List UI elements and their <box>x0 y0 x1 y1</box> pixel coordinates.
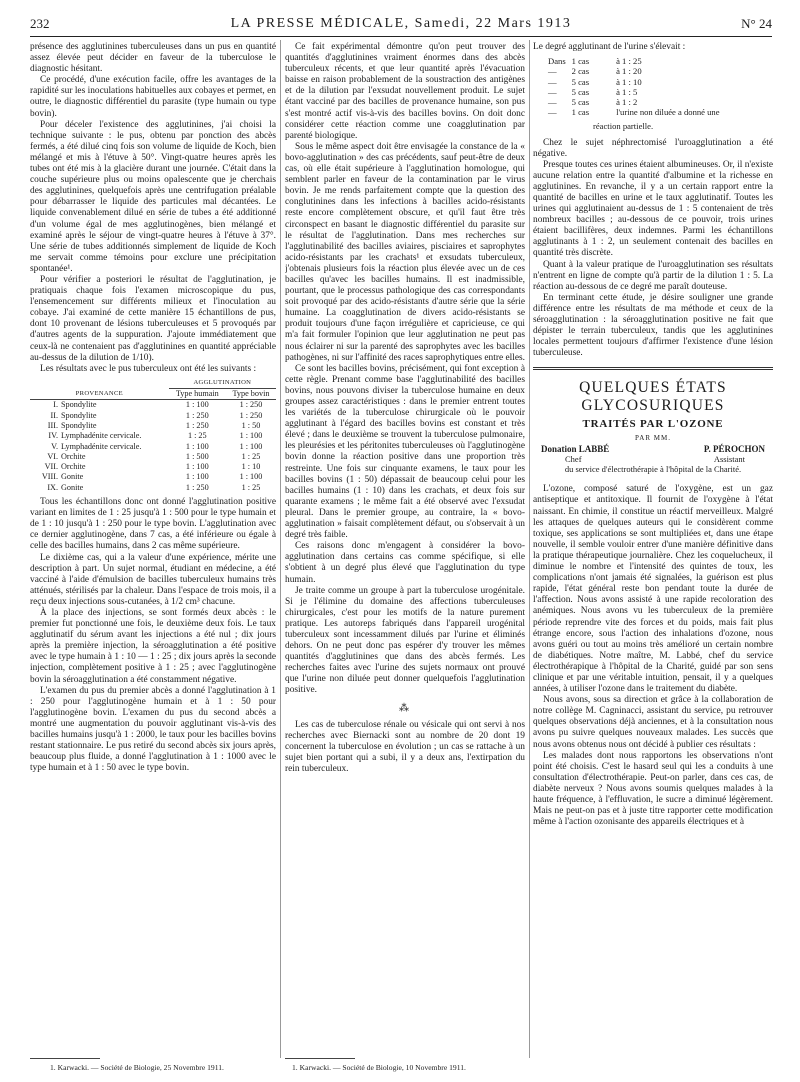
paragraph: Presque toutes ces urines étaient albumineuses. Or, il n'existe aucune relation entre la quantité d'albumine et la richesse en agglutinines. En revanche, il y a un certain rapport entre la quantité de bacilles en urine et le taux agglutinatif. Toutes les urines qui agglutinaient au-dessus de 1 : 5 contenaient de très nombreux bacilles ; au-dessous de ce pouvoir, trois urines étaient bacillifères, deux indemnes. Parmi les échantillons agglutinants à 1 : 2, un seulement contenait des bacilles en quantité très discrète. <box>533 159 773 259</box>
paragraph: Pour vérifier a posteriori le résultat de l'agglutination, je pratiquais chaque fois l'examen microscopique du pus, l'ensemencement sur différents milieux et l'inoculation au cobaye. J'ai examiné de cette manière 15 échantillons de pus, dont 10 provenant de lésions tuberculeuses et 5 provoqués par d'autres agents de la suppuration. J'ajoute immédiatement que ceux-là ne contenaient pas d'agglutinines en quantité appréciable au-dessus de la dilution de 1/10). <box>30 274 276 363</box>
cell-human: 1 : 100 <box>185 472 209 482</box>
list-item <box>545 87 723 97</box>
row-label: Orchite <box>61 451 86 461</box>
column-left <box>30 42 276 1044</box>
paragraph: Ce procédé, d'une exécution facile, offre les avantages de la rapidité sur les inoculations habituelles aux cobayes et permet, en outre, le diagnostic différentiel du parasite (type humain ou type bovin). <box>30 75 276 119</box>
cell-human: 1 : 100 <box>185 441 209 451</box>
header-rule <box>30 36 772 37</box>
row-provenance <box>30 442 169 452</box>
row-number: VIII. <box>41 472 58 482</box>
row-provenance <box>30 421 169 431</box>
row-number: IV. <box>48 431 58 441</box>
row-number: V. <box>51 441 58 451</box>
column-header-bovine: Type bovin <box>226 389 276 400</box>
row-label: Spondylite <box>61 400 97 410</box>
cell-human: 1 : 250 <box>185 482 209 492</box>
list-item <box>545 77 723 87</box>
row-number: I. <box>53 400 58 410</box>
urine-count: 1 cas <box>571 107 590 118</box>
row-provenance <box>30 452 169 462</box>
footnote: 1. Karwacki. — Société de Biologie, 10 Novembre 1911. <box>292 1063 466 1072</box>
urine-prefix: — <box>548 107 557 118</box>
column-right <box>533 42 773 1044</box>
cell-bovine: 1 : 10 <box>241 462 261 472</box>
row-provenance <box>30 431 169 441</box>
paragraph: présence des agglutinines tuberculeuses dans un pus en quantité assez élevée peut décider en faveur de la tuberculose le diagnostic hésitant. <box>30 42 276 75</box>
journal-title: LA PRESSE MÉDICALE, Samedi, 22 Mars 1913 <box>230 16 572 31</box>
table-row <box>30 421 276 431</box>
row-provenance <box>30 462 169 472</box>
row-number: VI. <box>47 451 58 461</box>
author-name: Donation LABBÉ <box>541 444 610 455</box>
table-row <box>30 400 276 411</box>
urine-result: à 1 : 20 <box>616 66 642 77</box>
table-row <box>30 442 276 452</box>
cell-bovine: 1 : 25 <box>241 451 261 461</box>
row-label: Gonite <box>61 472 84 482</box>
row-provenance <box>30 400 169 411</box>
paragraph: Ces raisons donc m'engagent à considérer la bovo-agglutination dans certains cas comme spécifique, si elle s'obtient à un degré plus élevé que l'agglutination du type humain. <box>285 541 525 585</box>
urine-prefix: — <box>548 96 557 107</box>
urine-prefix: — <box>548 86 557 97</box>
urine-result: à 1 : 2 <box>616 96 638 107</box>
list-item <box>545 97 723 107</box>
row-label: Spondylite <box>61 410 97 420</box>
column-middle <box>285 42 525 1044</box>
cell-human: 1 : 100 <box>169 400 226 411</box>
row-label: Gonite <box>61 482 84 492</box>
footnote-rule <box>285 1058 355 1059</box>
row-number: VII. <box>44 462 58 472</box>
urine-agglutination-list <box>545 56 723 117</box>
cell-bovine: 1 : 100 <box>239 441 263 451</box>
byline-par: PAR MM. <box>635 434 671 443</box>
issue-number: N° 24 <box>741 16 772 31</box>
column-header-human: Type humain <box>169 389 226 400</box>
paragraph: Les malades dont nous rapportons les observations n'ont point été choisis. C'est le hasard seul qui les a conduits à une consultation d'électrothérapie. Peut-on parler, dans ces cas, de diabète nerveux ? Nous avons soumis quelques malades à la haute fréquence, à l'effluvation, le sucre a diminué légèrement. Mais ne peut-on pas et à juste titre rapporter cette modification même à l'action ozonisante des appareils électriques et à <box>533 750 773 828</box>
column-header-provenance: PROVENANCE <box>30 389 169 400</box>
paragraph: Les résultats avec le pus tuberculeux ont été les suivants : <box>40 363 257 374</box>
urine-prefix: — <box>548 66 557 77</box>
row-number: III. <box>47 421 58 430</box>
author-role: Chef <box>565 454 582 465</box>
article-title: QUELQUES ÉTATS GLYCOSURIQUES <box>579 379 727 415</box>
list-item <box>545 66 723 76</box>
paragraph: Ce sont les bacilles bovins, précisément, qui font exception à cette règle. Prenant comme base l'agglutinabilité des bacilles bovins, nous pouvons diviser la tuberculose humaine en deux groupes assez caractéristiques : dans le premier entrent toutes les variétés de la tuberculose chirurgicale où le pouvoir agglutinant à l'égard des bacilles bovins est constant et très élevé ; dans le deuxième se trouvent la tuberculose pulmonaire, les pleurésies et les péritonites tuberculeuses où l'agglutinogène bovin donne la réaction positive dans une proportion très restreinte. Une fois sur cinquante examens, le taux pour les bacilles bovins (1 : 50) dépassait de beaucoup celui pour les bacilles humains (1 : 10) dans les crachats, et deux fois sur quarante examens ; le même fait a été observé avec l'exsudat pleural. Dans le premier groupe, au contraire, la « bovo-agglutination » faisait complètement défaut, ou s'observait à un degré très faible. <box>285 363 525 541</box>
footnote-rule <box>30 1058 100 1059</box>
cell-human: 1 : 25 <box>187 431 207 441</box>
author-affiliation: du service d'électrothérapie à l'hôpital de la Charité. <box>564 464 742 475</box>
paragraph: Je traite comme un groupe à part la tuberculose urogénitale. Si je l'élimine du domaine des affections tuberculeuses chirurgicales, c'est pour les motifs de la nature purement pratique. Les autoreps fabriqués dans l'appareil urogénital tuberculeux sont incessamment dilués par l'urine et éliminés dehors. On ne peut donc pas espérer d'y trouver les mêmes quantités d'agglutinines que dans des abcès fermés. Les recherches faites avec l'urine des sujets normaux ont prouvé que l'urine non diluée peut donner quelquefois l'agglutination positive. <box>285 585 525 696</box>
cell-human: 1 : 500 <box>185 451 209 461</box>
urine-result: à 1 : 25 <box>616 56 642 67</box>
urine-count: 2 cas <box>571 66 590 77</box>
cell-bovine: 1 : 50 <box>241 421 261 430</box>
table-row <box>30 462 276 472</box>
agglutination-table <box>30 378 276 493</box>
urine-count: 5 cas <box>571 76 590 87</box>
page-header <box>30 16 772 36</box>
table-group-header: AGGLUTINATION <box>169 378 276 389</box>
paragraph: L'examen du pus du premier abcès a donné l'agglutination à 1 : 250 pour l'agglutinogène humain et à 1 : 50 pour l'agglutinogène bovin. L'examen du pus du second abcès a montré une augmentation du pouvoir agglutinant vis-à-vis des bacilles humains jusqu'à 1 : 2000, le taux pour les bacilles bovins restant stationnaire. Le pus retiré du second abcès six jours après, beaucoup plus fluide, a donné l'agglutination à 1 : 1000 avec le type humain et à 1 : 50 avec le type bovin. <box>30 685 276 774</box>
row-provenance <box>30 472 169 482</box>
table-row <box>30 483 276 493</box>
cell-bovine: 1 : 25 <box>241 482 261 492</box>
cell-bovine: 1 : 250 <box>239 410 263 420</box>
urine-note: réaction partielle. <box>593 121 654 132</box>
list-item <box>545 56 723 66</box>
urine-prefix: — <box>548 76 557 87</box>
table-row <box>30 431 276 441</box>
urine-count: 5 cas <box>571 86 590 97</box>
paragraph: Le dixième cas, qui a la valeur d'une expérience, mérite une description à part. Un sujet normal, étudiant en médecine, a été vacciné à l'aide d'émulsion de bacilles tuberculeux humains très atténués, stérilisés par la chaleur. Dans l'espace de trois mois, il a reçu deux injections sous-cutanées, à 1/2 cm³ chacune. <box>30 552 276 607</box>
cell-bovine: 1 : 100 <box>239 431 263 441</box>
cell-bovine: 1 : 100 <box>239 472 263 482</box>
row-number: II. <box>50 410 58 420</box>
paragraph: Tous les échantillons donc ont donné l'agglutination positive variant en limites de 1 : 25 jusqu'à 1 : 500 pour le type humain et de 1 : 10 jusqu'à 1 : 250 pour le type bovin. L'agglutination avec ce dernier agglutinogène, dans 7 cas, a été inférieure ou égale à celle des bacilles humains, dans 2 cas même supérieure. <box>30 497 276 552</box>
paragraph: À la place des injections, se sont formés deux abcès : le premier fut ponctionné une fois, le deuxième deux fois. Le taux agglutinatif du sérum avant les injections a été nul ; dix jours après la première injection, la séroagglutination a été positive avec le type humain à 1 : 10 — 1 : 25 ; dix jours après la seconde injection, complètement positive à 1 : 25 ; avec l'agglutinogène bovin la séroagglutination a été constamment négative. <box>30 608 276 685</box>
article-subtitle: TRAITÉS PAR L'OZONE <box>582 418 724 431</box>
row-label: Lymphadénite cervicale. <box>61 431 142 441</box>
urine-count: 1 cas <box>571 56 590 67</box>
paragraph: Ce fait expérimental démontre qu'on peut trouver des quantités d'agglutinines vraiment énormes dans des abcès tuberculeux récents, et que leur quantité après l'évacuation baisse en raison probablement de la soustraction des antigènes et de la dilution par l'exsudat nouvellement produit. Le sujet étant vacciné par des bacilles de provenance humaine, son pus s'est montré actif vis-à-vis des bacilles bovins. On doit donc considérer cette réaction comme une coagglutination par parenté biologique. <box>285 42 525 141</box>
table-row <box>30 411 276 421</box>
footnote: 1. Karwacki. — Société de Biologie, 25 Novembre 1911. <box>50 1063 224 1072</box>
paragraph: En terminant cette étude, je désire souligner une grande différence entre les résultats de ma méthode et ceux de la séroagglutination : la séroagglutination positive ne fait que dépister le terrain tuberculeux, tandis que les agglutinines locales permettent toujours d'affirmer l'existence d'une lésion tuberculeuse. <box>533 292 773 359</box>
row-label: Lymphadénite cervicale. <box>61 441 142 451</box>
cell-human: 1 : 250 <box>185 421 209 430</box>
section-asterism: ⁂ <box>399 702 411 714</box>
paragraph: Les cas de tuberculose rénale ou vésicale qui ont servi à nos recherches avec Biernacki sont au nombre de 20 dont 19 concernent la tuberculose en évolution ; un cas se rattache à un sujet bien portant qui a subi, il y a deux ans, l'extirpation du rein tuberculeux. <box>285 719 525 774</box>
paragraph: Quant à la valeur pratique de l'uroagglutination ses résultats n'entrent en ligne de compte qu'à partir de la dilution 1 : 5. La réaction au-dessous de ce degré me paraît douteuse. <box>533 259 773 292</box>
column-separator <box>529 40 530 1058</box>
paragraph: Pour déceler l'existence des agglutinines, j'ai choisi la technique suivante : le pus, obtenu par ponction des abcès fermés, a été dilué cinq fois son volume de liquide de Koch, bien mélangé et mis à l'étuve à 50°. Vingt-quatre heures après les tubes ont été mis à la glacière durant une journée. C'était dans la couche supérieure plus ou moins opalescente que je cherchais des agglutinines, quelquefois après une centrifugation préalable pour débarrasser le liquide des particules mal décantées. Le liquide convenablement dilué en série de tubes a été additionné d'un volume égal de mes agglutinogènes, bien mélangé et examiné après le séjour de vingt-quatre heures à l'étuve à 37°. Une série de tubes additionnés simplement de liquide de Koch me servait comme témoins pour exclure une précipitation spontanée¹. <box>30 119 276 274</box>
urine-prefix: Dans <box>548 56 566 67</box>
authors <box>533 444 773 454</box>
author-role: Assistant <box>713 454 745 465</box>
column-separator <box>280 40 281 1058</box>
cell-human: 1 : 100 <box>185 462 209 472</box>
cell-human: 1 : 250 <box>185 410 209 420</box>
row-provenance <box>30 483 169 493</box>
urine-result: l'urine non diluée a donné une <box>616 107 720 118</box>
paragraph: Le degré agglutinant de l'urine s'élevait : <box>533 42 686 52</box>
list-item <box>545 107 723 117</box>
table-row <box>30 472 276 482</box>
row-number: IX. <box>47 482 58 492</box>
paragraph: L'ozone, composé saturé de l'oxygène, est un gaz antiseptique et antitoxique. Il fournit de l'oxygène à l'état naissant. En chimie, il constitue un réactif merveilleux. Malgré les attaques de quelques auteurs qui le considèrent comme toxique, ses applications se sont multipliées et, dans une étape nouvelle, il semble vouloir entrer d'une manière définitive dans la pratique thérapeutique journalière. Chez les coquelucheux, il diminue le nombre et l'intensité des quintes de toux, les complications n'ont jamais été signalées, la guérison est plus rapide, l'état général reste bon pendant toute la durée de l'affection. Nous avons assisté à une rapide recoloration des anémiques. Nous avons vu les tuberculeux de la première période reprendre vite des forces et du poids, mais fait plus étrange encore, sous l'action des inhalations d'ozone, nous avons guéri ou tout au moins très amélioré un certain nombre de diabétiques. Notre maître, M. Labbé, chef du service électrothérapique à l'hôpital de la Charité, guidé par son sens clinique et par une véritable intuition, pensait, il y a quelques années, à utiliser l'ozone dans le traitement du diabète. <box>533 484 773 695</box>
paragraph: Chez le sujet néphrectomisé l'uroagglutination a été négative. <box>533 137 773 159</box>
urine-result: à 1 : 10 <box>616 76 642 87</box>
author-name: P. PÉROCHON <box>703 444 765 455</box>
cell-bovine: 1 : 250 <box>226 400 276 411</box>
urine-count: 5 cas <box>571 96 590 107</box>
author-roles <box>533 454 773 464</box>
urine-result: à 1 : 5 <box>616 86 638 97</box>
row-label: Spondylite <box>61 421 97 430</box>
article-divider <box>533 367 773 370</box>
paragraph: Nous avons, sous sa direction et grâce à la collaboration de notre collège M. Cagninacci, assistant du service, pu retrouver quelques observations déjà anciennes, et à la consultation nous avons pu suivre quelques nouveaux malades. Les succès que nous avons obtenus nous ont décidé à publier ces résultats : <box>533 695 773 750</box>
row-provenance <box>30 411 169 421</box>
page-number: 232 <box>30 16 50 31</box>
table-row <box>30 452 276 462</box>
row-label: Orchite <box>61 462 86 472</box>
paragraph: Sous le même aspect doit être envisagée la constance de la « bovo-agglutination » des cas précédents, sauf peut-être de deux cas, où elle était supérieure à l'agglutination homologue, qui semblent parler en faveur de la contamination par le virus bovin. Je me rends parfaitement compte que la question des conglutinines dans les infections à bacilles acido-résistants reste encore complètement obscure, et qu'il faut être très circonspect en basant le diagnostic différentiel du parasite sur le résultat de l'agglutination. Dans mes recherches sur l'agglutinabilité des bacilles aviaires, pisciaires et saprophytes acido-résistants par les crachats¹ et exsudats tuberculeux, j'obtenais plusieurs fois la réaction plus élevée avec un de ces bacilles qu'avec les bacilles humains. Il est inadmissible, pourtant, que le processus pathologique des cas correspondants soit provoqué par des acido-résistants d'autre série que la série humaine. La coagglutination de divers acido-résistants se produit toujours d'une façon irrégulière et capricieuse, ce qui m'a fait formuler l'opinion que leur agglutination ne peut pas nous éclairer ni sur la parenté des saprophytes avec les bacilles pathogènes, ni sur l'affinité des races saprophytiques entre elles. <box>285 141 525 363</box>
